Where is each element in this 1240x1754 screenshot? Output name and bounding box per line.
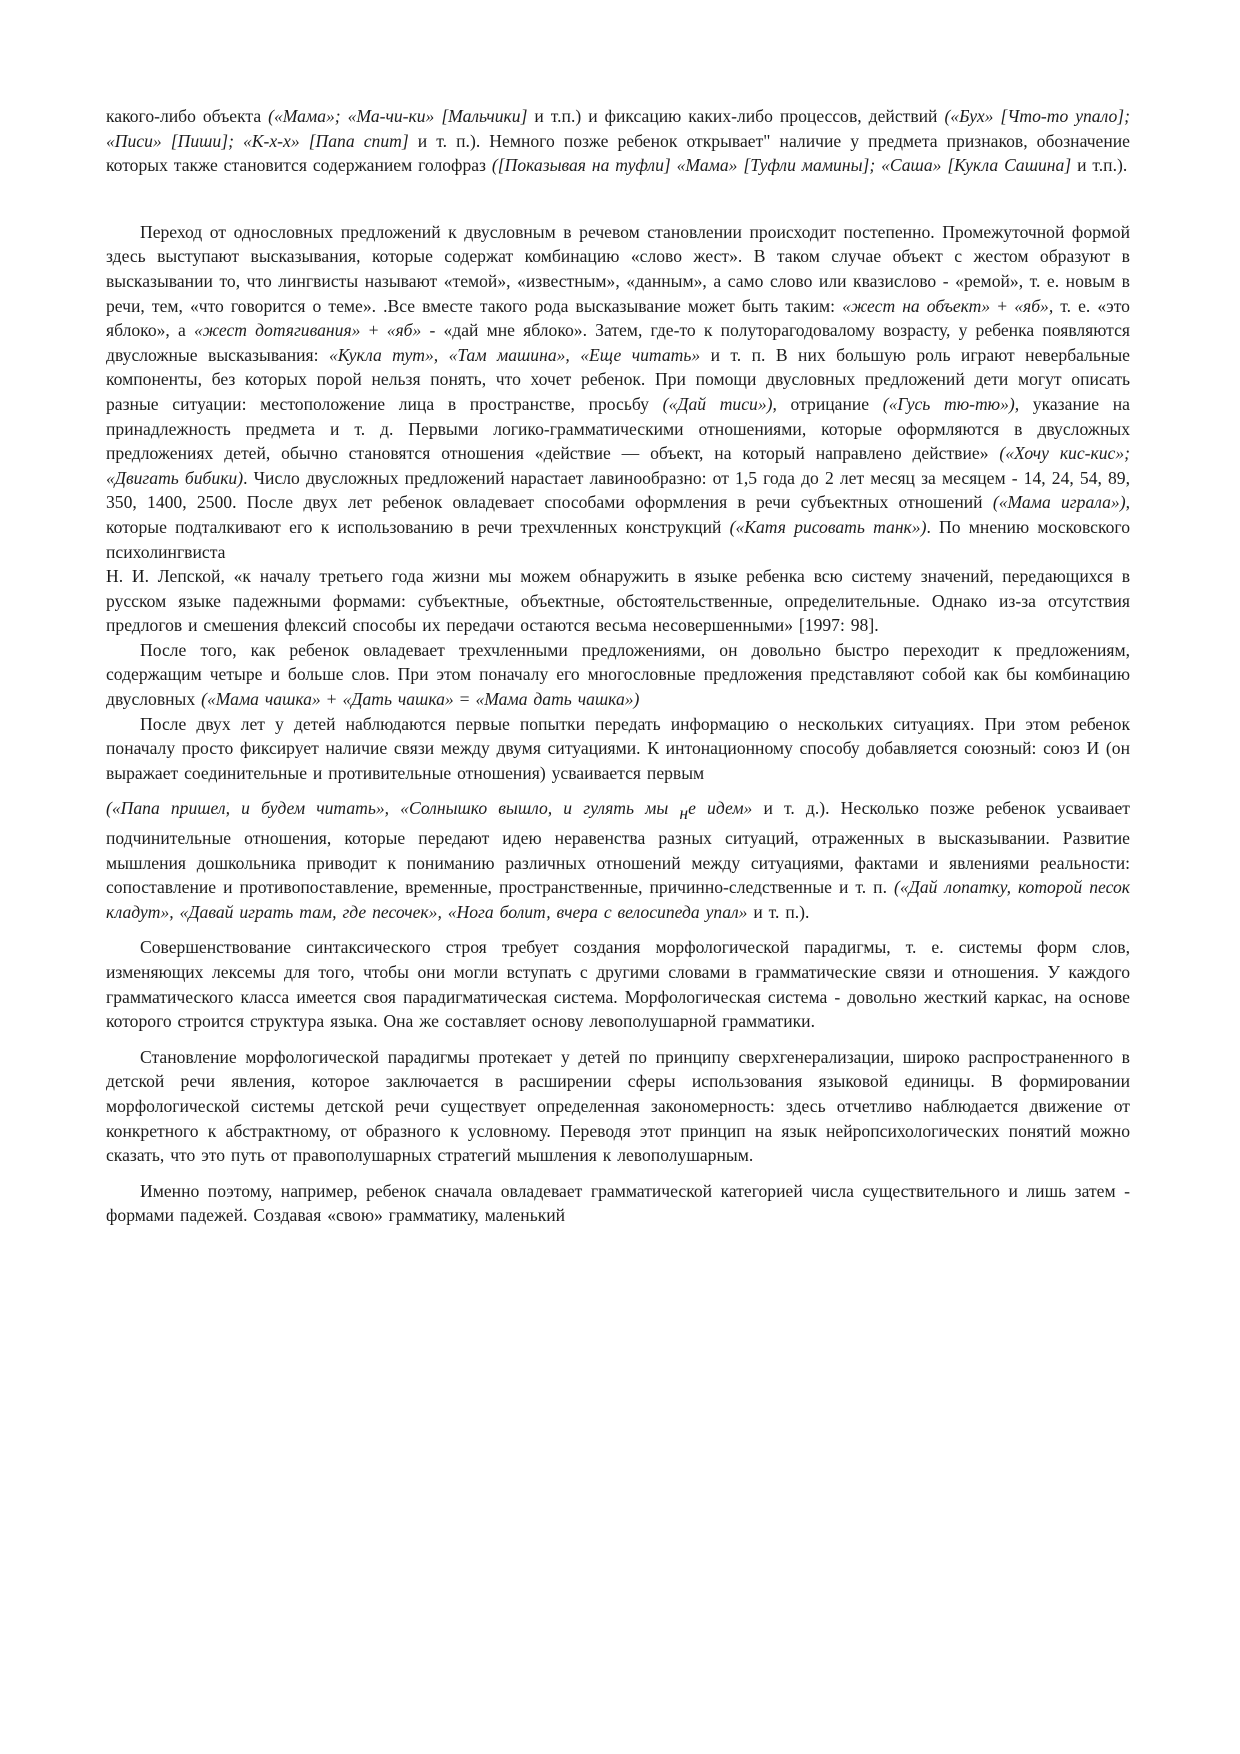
text-segment: После того, как ребенок овладевает трехчленными предложениями, он довольно быстро переходит к предложениям, содержащим четыре и больше слов. При этом поначалу его многословные предложения представляют собой как бы комбинацию двусловных — [106, 639, 1130, 710]
text-segment: «яб», — [1014, 295, 1054, 316]
text-segment: Совершенствование синтаксического строя требует создания морфологической парадигмы, т. е. системы форм слов, изменяющих лексемы для того, чтобы они могли вступать с другими словами в грамматические связи и отношения. У каждого грамматического класса имеется своя парадигматическая система. Морфологическая система - довольно жесткий каркас, на основе которого строится структура языка. Она же составляет основу левополушарной грамматики. — [106, 937, 1130, 1032]
text-segment: («Хочу кис-кис»; «Двигать бибики) — [106, 443, 1131, 488]
text-segment: указание на принадлежность предмета и т. д. Первыми логико-грамматическими отношениями, которые оформляются в двусложных предложениях детей, обычно становятся отношения «действие — объект, на который направлено действие» — [106, 393, 1130, 464]
text-segment: («Мама играла»), — [992, 492, 1130, 513]
paragraph — [106, 796, 1130, 924]
text-segment: и т. п.). — [747, 901, 810, 922]
text-segment: т. е. «это яблоко», а — [106, 295, 1130, 341]
text-segment: какого-либо объекта — [106, 106, 269, 126]
text-segment: «Дать чашка» — [342, 689, 454, 710]
document-body — [106, 104, 1130, 1228]
text-segment: Н. И. Лепской, «к началу третьего года жизни мы можем обнаружить в языке ребенка всю систему значений, передающихся в русском языке падежными формами: субъектные, объектные, обстоятельственные, определительные. Однако из-за отсутствия предлогов и смешения флексий способы их передачи остаются весьма несовершенными» [1997: 98]. — [106, 566, 1130, 636]
text-segment: Именно поэтому, например, ребенок сначала овладевает грамматической категорией числа существительного и лишь затем - формами падежей. Создавая «свою» грамматику, маленький — [106, 1180, 1130, 1226]
text-segment: и т. д.). Несколько позже ребенок усваивает подчинительные отношения, которые передают идею неравенства разных ситуаций, отраженных в высказывании. Развитие мышления дошкольника приводит к пониманию различных отношений между ситуациями, фактами и явлениями реальности: сопоставление и противопоставление, временные, пространственные, причинно-следственные и т. п. — [106, 798, 1130, 898]
text-segment: . Число двусложных предложений нарастает лавинообразно: от 1,5 года до 2 лет месяц за месяцем - 14, 24, 54, 89, 350, 1400, 2500. После двух лет ребенок овладевает способами оформления в речи субъектных отношений — [106, 467, 1130, 513]
paragraph — [106, 712, 1130, 786]
text-segment: и т.п.). — [1071, 155, 1128, 176]
text-segment: и т. п. В них большую роль играют невербальные компоненты, без которых порой нельзя понять, что хочет ребенок. При помощи двусловных предложений дети могут описать разные ситуации: местоположение лица в пространстве, просьбу — [106, 344, 1130, 414]
text-segment: которые подталкивают его к использованию в речи трехчленных конструкций — [106, 516, 730, 537]
text-segment: После двух лет у детей наблюдаются первые попытки передать информацию о нескольких ситуациях. При этом ребенок поначалу просто фиксирует наличие связи между двумя ситуациями. К интонационному способу добавляется союзный: союз И (он выражает соединительные и противительные отношения) усваивается первым — [106, 713, 1130, 783]
text-segment: + — [360, 320, 387, 341]
text-segment: («Дай лопатку, которой песок кладут», «Давай играть там, где песочек», «Нога болит, вчера с велосипеда упал» — [106, 877, 1130, 922]
text-segment: «Мама дать чашка») — [475, 689, 640, 710]
paragraph — [106, 1179, 1130, 1228]
text-segment: е идем» — [688, 798, 753, 819]
text-segment: «жест на объект» — [842, 295, 991, 316]
paragraph — [106, 564, 1130, 638]
paragraph — [106, 935, 1130, 1033]
paragraph — [106, 638, 1130, 712]
text-segment: «жест дотягивания» — [193, 320, 361, 341]
text-segment: - «дай мне яблоко». Затем, где-то к полуторагодовалому возрасту, у ребенка появляются двусложные высказывания: — [106, 320, 1130, 365]
text-segment: («Мама чашка» — [201, 689, 321, 710]
text-segment: + — [990, 295, 1015, 316]
text-segment: н — [679, 803, 689, 824]
text-segment: + — [320, 689, 343, 710]
paragraph — [106, 1045, 1130, 1168]
paragraph — [106, 220, 1130, 564]
text-segment: и т.п.) и фиксацию каких-либо процессов, действий — [527, 106, 945, 126]
text-segment: («Дай тиси»), — [662, 393, 777, 414]
text-segment: («Папа пришел, и будем читать», «Солнышко вышло, и гулять мы — [106, 798, 680, 819]
text-segment: Становление морфологической парадигмы протекает у детей по принципу сверхгенерализации, широко распространенного в детской речи явления, которое заключается в расширении сферы использования языковой единицы. В формировании морфологической системы детской речи существует определенная закономерность: здесь отчетливо наблюдается движение от конкретного к абстрактному, от образного к условному. Переводя этот принцип на язык нейропсихологических понятий можно сказать, что это путь от правополушарных стратегий мышления к левополушарным. — [106, 1046, 1130, 1166]
text-segment: («Мама»; «Ма-чи-ки» [Мальчики] — [268, 106, 528, 126]
text-segment: Переход от однословных предложений к двусловным в речевом становлении происходит постепенно. Промежуточной формой здесь выступают высказывания, которые содержат комбинацию «слово жест». В таком случае объект с жестом образуют в высказывании то, что лингвисты называют «темой», «известным», «данным», а само слово или квазислово - «ремой», т. е. новым в речи, тем, «что говорится о теме». .Все вместе такого рода высказывание может быть таким: — [106, 221, 1130, 316]
text-segment: «Кукла тут», «Там машина», «Еще читать» — [328, 344, 701, 365]
paragraph — [106, 104, 1130, 178]
text-segment: «яб» — [386, 320, 422, 341]
text-segment: («Катя рисовать танк») — [729, 516, 927, 537]
text-segment: и т. п.). Немного позже ребенок открывает" наличие у предмета признаков, обозначение которых также становится содержанием голофраз — [106, 130, 1130, 176]
text-segment: («Гусь тю-тю»), — [882, 393, 1020, 414]
text-segment: («Бух» [Что-то упало]; «Писи» [Пиши]; «К-х-х» [Папа спит] — [106, 106, 1130, 151]
text-segment: отрицание — [776, 393, 883, 414]
text-segment: = — [453, 689, 476, 710]
text-segment: ([Показывая на туфли] «Мама» [Туфли мамины]; «Саша» [Кукла Сашина] — [491, 155, 1072, 176]
text-segment: . По мнению московского психолингвиста — [106, 516, 1130, 562]
